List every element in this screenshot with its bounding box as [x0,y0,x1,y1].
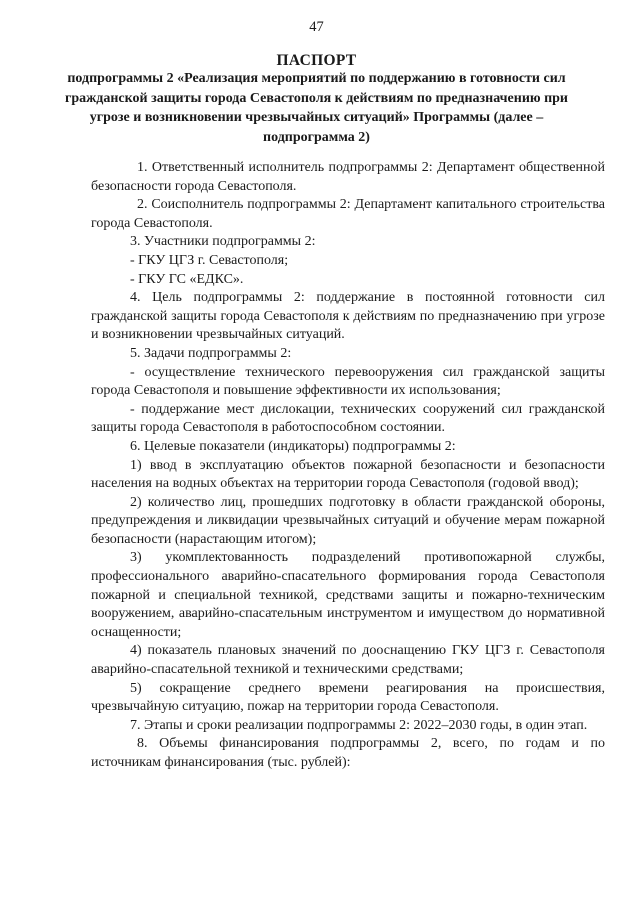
list-item-indicator: 1) ввод в эксплуатацию объектов пожарной безопасности и безопасности населения на водных объектах на территории города Севастополя (годовой ввод); [91,457,605,492]
page-number: 47 [309,19,324,35]
list-item-indicator: 5) сокращение среднего времени реагирования на происшествия, чрезвычайную ситуацию, пожар на территории города Севастополя. [91,680,605,715]
list-item-task: - поддержание мест дислокации, технических сооружений сил гражданской защиты города Севастополя в работоспособном состоянии. [91,401,605,436]
paragraph-financing: 8. Объемы финансирования подпрограммы 2, всего, по годам и по источникам финансирования (тыс. рублей): [91,736,605,770]
paragraph-participants-heading: 3. Участники подпрограммы 2: [130,234,316,250]
paragraph-goal: 4. Цель подпрограммы 2: поддержание в постоянной готовности сил гражданской защиты города Севастополя к действиям по предназначению при угрозе и возникновении чрезвычайных ситуаций. [91,290,605,343]
document-body [91,159,605,773]
list-item-indicator: 3) укомплектованность подразделений противопожарной службы, профессионального аварийно-спасательного формирования города Севастополя пожарной и специальной техникой, средствами защиты и пожарно-техническим вооружением, аварийно-спасательным инструментом и имуществом до нормативной оснащенности; [91,550,605,640]
list-item-participant: - ГКУ ЦГЗ г. Севастополя; [130,252,289,268]
paragraph-co-executor: 2. Соисполнитель подпрограммы 2: Департамент капитального строительства города Севастополя. [91,197,605,231]
document-title: ПАСПОРТ [276,52,357,69]
list-item-participant: - ГКУ ГС «ЕДКС». [130,271,244,287]
list-item-indicator: 2) количество лиц, прошедших подготовку в области гражданской обороны, предупреждения и ликвидации чрезвычайных ситуаций и обучение мерам пожарной безопасности (нарастающим итогом); [91,494,605,547]
list-item-task: - осуществление технического перевооружения сил гражданской защиты города Севастополя и повышение эффективности их использования; [91,364,605,399]
paragraph-indicators-heading: 6. Целевые показатели (индикаторы) подпрограммы 2: [130,438,456,454]
paragraph-tasks-heading: 5. Задачи подпрограммы 2: [130,345,292,361]
paragraph-stages-terms: 7. Этапы и сроки реализации подпрограммы 2: 2022–2030 годы, в один этап. [130,717,588,733]
list-item-indicator: 4) показатель плановых значений по дооснащению ГКУ ЦГЗ г. Севастополя аварийно-спасательной техникой и техническими средствами; [91,643,605,678]
document-subtitle: подпрограммы 2 «Реализация мероприятий по поддержанию в готовности сил гражданской защиты города Севастополя к действиям по предназначению при угрозе и возникновении чрезвычайных ситуаций» Программы (далее – подпрограмма 2) [64,71,568,145]
paragraph-responsible-executor: 1. Ответственный исполнитель подпрограммы 2: Департамент общественной безопасности города Севастополя. [91,160,605,194]
